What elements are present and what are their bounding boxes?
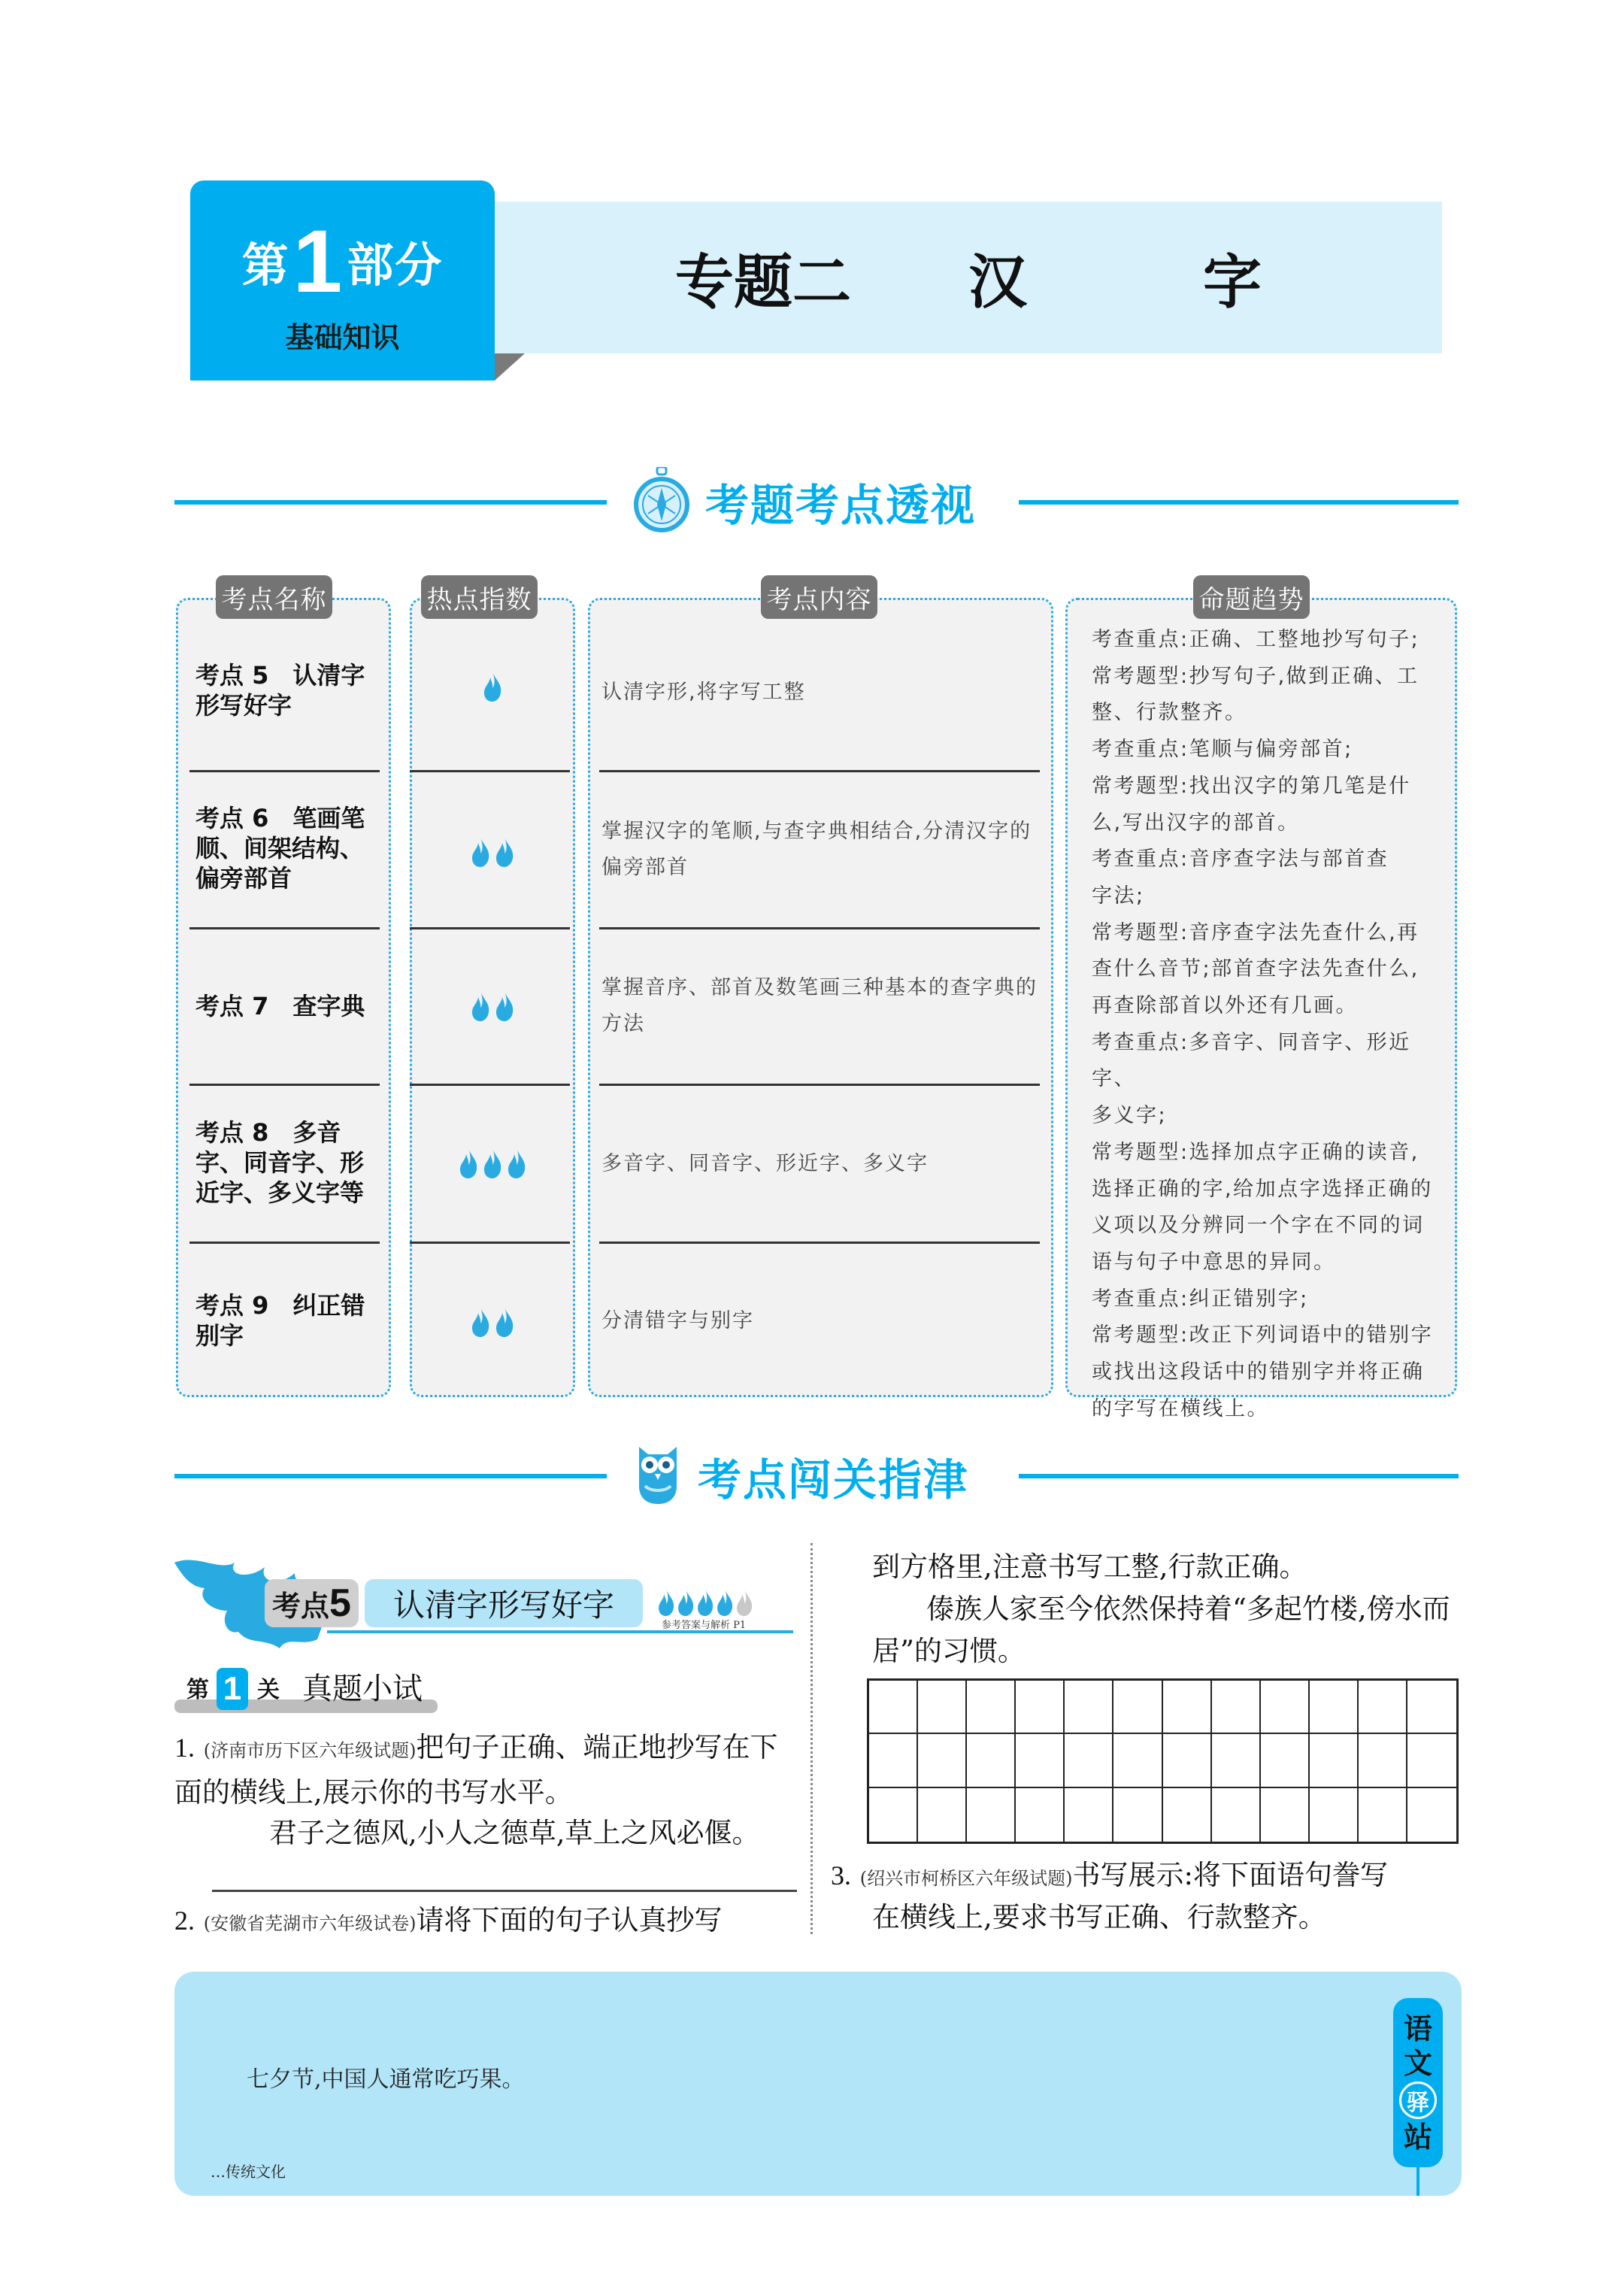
heat-flames <box>410 672 575 702</box>
column-header-heat: 热点指数 <box>421 575 538 619</box>
column-header-content: 考点内容 <box>761 575 877 619</box>
answer-reference: 参考答案与解析 P1 <box>662 1620 747 1631</box>
section-rule-right <box>1019 1474 1459 1478</box>
kaodian-heat-flames <box>657 1589 753 1616</box>
writing-grid[interactable] <box>867 1678 1459 1844</box>
flame-icon <box>459 1148 478 1178</box>
section-rule-left <box>174 1474 607 1478</box>
question-2-quote-line1: 傣族人家至今依然保持着“多起竹楼,傍水而 <box>926 1593 1450 1625</box>
stage-suffix: 关 <box>257 1677 280 1703</box>
section-title: 考点闯关指津 <box>698 1454 969 1505</box>
row-divider <box>189 927 380 929</box>
question-1: 1. (济南市历下区六年级试题)把句子正确、端正地抄写在下面的横线上,展示你的书写水平。 <box>174 1731 778 1809</box>
heat-flames <box>410 1307 575 1337</box>
part-box-shadow <box>495 353 525 381</box>
station-tab-stem <box>1416 2166 1419 2196</box>
kaodian-title: 认清字形写好字 <box>365 1579 643 1627</box>
question-2: 2. (安徽省芜湖市六年级试卷)请将下面的句子认真抄写 <box>174 1904 723 1936</box>
yuwen-station-tab: 语 文 驿 站 <box>1393 1998 1443 2167</box>
flame-icon <box>471 1307 490 1337</box>
topic-title: 专题二 汉 字 <box>674 249 1262 317</box>
trend-text: 考查重点:正确、工整地抄写句子; 常考题型:抄写句子,做到正确、工 整、行款整齐。 考查重点:笔顺与偏旁部首; 常考题型:找出汉字的第几笔是什 么,写出汉字的部首。 考查重点:音序查字法与部首查 字法; 常考题型:音序查字法先查什么,再 查什么音节;部首查字法先查什么, 再查除部首以外还有几画。 考查重点:多音字、同音字、形近字、 多义字; 常考题型:选择加点字正确的读音, 选择正确的字,给加点字选择正确的 义项以及分辨同一个字在不同的词 语与句子中意思的异同。 考查重点:纠正错别字; 常考题型:改正下列词语中的错别字 或找出这段话中的错别字并将正确 的字写在横线上。 <box>1092 628 1434 1420</box>
flame-icon <box>471 991 490 1021</box>
flame-icon <box>495 1307 514 1337</box>
kaodian-name-cell: 考点 9 纠正错别字 <box>195 1291 365 1350</box>
flame-icon <box>483 672 502 702</box>
kaodian-name-cell: 考点 5 认清字形写好字 <box>195 661 365 720</box>
column-divider <box>810 1543 813 1934</box>
question-3-line2: 在横线上,要求书写正确、行款整齐。 <box>872 1901 1326 1933</box>
heat-flames <box>410 991 575 1021</box>
row-divider <box>599 927 1040 929</box>
stage-title: 真题小试 <box>302 1672 423 1706</box>
heat-flames <box>410 1148 575 1178</box>
flame-icon <box>507 1148 526 1178</box>
stage-prefix: 第 <box>186 1677 209 1703</box>
flame-icon <box>696 1589 714 1616</box>
row-divider <box>410 1084 570 1086</box>
kaodian-content-cell: 掌握音序、部首及数笔画三种基本的查字典的方法 <box>601 976 1038 1035</box>
part-label-box <box>190 180 495 381</box>
kaodian-name-cell: 考点 8 多音字、同音字、形近字、多义字等 <box>195 1118 365 1207</box>
question-1-quote: 君子之德风,小人之德草,草上之风必偃。 <box>269 1817 760 1849</box>
question-2-continued: 到方格里,注意书写工整,行款正确。 <box>872 1551 1307 1583</box>
answer-line[interactable] <box>212 1890 797 1892</box>
heat-flames <box>410 837 575 867</box>
row-divider <box>599 770 1040 772</box>
row-divider <box>189 1084 380 1086</box>
section-rule-left <box>174 500 607 505</box>
part-title: 第1部分 <box>241 212 444 311</box>
kaodian-badge: 考点 5 <box>265 1579 359 1627</box>
flame-icon <box>471 837 490 867</box>
section-header-chuangguan <box>632 1442 968 1510</box>
row-divider <box>189 1242 380 1244</box>
topic-banner <box>495 202 1442 353</box>
column-header-name: 考点名称 <box>216 575 332 619</box>
question-3: 3. (绍兴市柯桥区六年级试题)书写展示:将下面语句誊写 <box>831 1859 1388 1891</box>
column-header-trend: 命题趋势 <box>1193 575 1310 619</box>
kaodian-content-cell: 认清字形,将字写工整 <box>601 681 806 704</box>
kaodian-name-cell: 考点 7 查字典 <box>195 992 365 1020</box>
kaodian-content-cell: 分清错字与别字 <box>601 1309 754 1333</box>
kaodian-content-cell: 掌握汉字的笔顺,与查字典相结合,分清汉字的偏旁部首 <box>601 820 1032 879</box>
row-divider <box>410 1242 570 1244</box>
flame-icon <box>495 837 514 867</box>
flame-icon <box>483 1148 502 1178</box>
owl-icon <box>632 1441 684 1511</box>
culture-text: 七夕节,中国人通常吃巧果。 <box>247 2066 525 2093</box>
flame-icon <box>495 991 514 1021</box>
kaodian-name-cell: 考点 6 笔画笔顺、间架结构、偏旁部首 <box>195 804 365 893</box>
row-divider <box>599 1084 1040 1086</box>
row-divider <box>410 927 570 929</box>
culture-tag: …传统文化 <box>211 2163 286 2181</box>
flame-icon <box>657 1589 675 1616</box>
section-title: 考题考点透视 <box>705 480 977 531</box>
compass-icon <box>632 467 692 536</box>
row-divider <box>189 770 380 772</box>
section-header-kaoti <box>632 468 976 535</box>
stage-number: 1 <box>217 1668 248 1710</box>
flame-icon <box>716 1589 734 1616</box>
flame-icon-inactive <box>735 1589 753 1616</box>
flame-icon <box>677 1589 695 1616</box>
question-2-quote-line2: 居”的习惯。 <box>872 1635 1026 1667</box>
row-divider <box>599 1242 1040 1244</box>
kaodian-content-cell: 多音字、同音字、形近字、多义字 <box>601 1152 929 1175</box>
row-divider <box>410 770 570 772</box>
section-rule-right <box>1019 500 1459 505</box>
part-subtitle: 基础知识 <box>285 321 400 354</box>
